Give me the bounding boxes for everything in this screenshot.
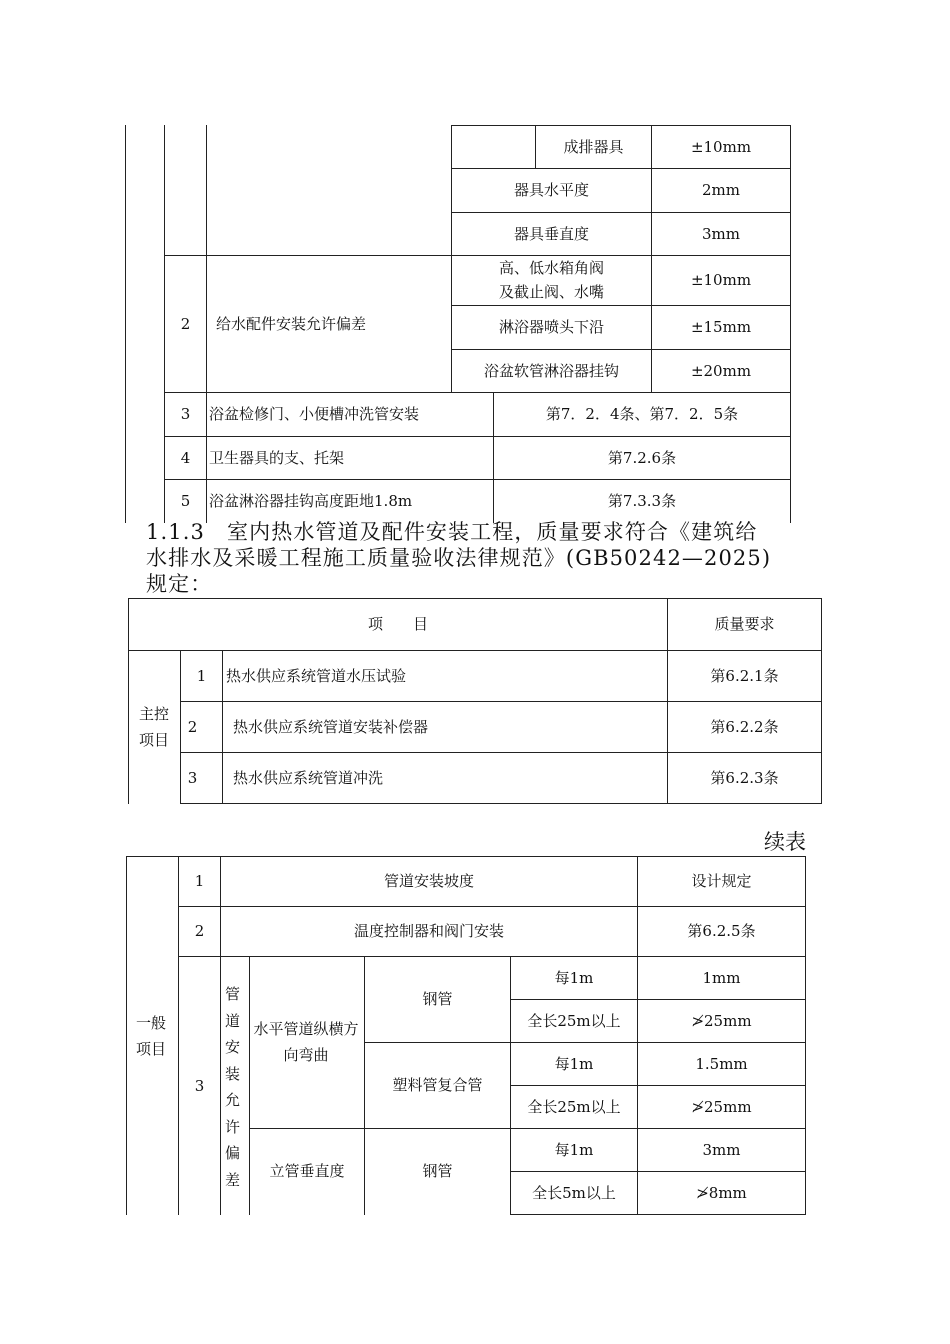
cell-row-number: 4 — [180, 448, 191, 467]
cell-length-total-5m: 全长5m以上 — [532, 1183, 616, 1202]
cell-row-item-label: 浴盆软管淋浴器挂钩 — [483, 361, 619, 380]
cell-tolerance-value: ±15mm — [690, 318, 752, 336]
cell-row-number: 2 — [187, 717, 198, 736]
cell-requirement: 第7.3.3条 — [607, 491, 677, 510]
cell-row-label: 浴盆淋浴器挂钩高度距地1.8m — [209, 491, 413, 510]
cell-vertical-pipe: 立管垂直度 — [269, 1162, 345, 1180]
cell-length-per-1m: 每1m — [554, 1054, 594, 1073]
cell-row-item-label: 器具水平度 — [513, 181, 589, 199]
cell-material-plastic: 塑料管复合管 — [392, 1076, 483, 1094]
cell-group-main-control: 主控项目 — [138, 705, 169, 749]
cell-row-number: 5 — [180, 491, 191, 510]
heading-line-3: 规定： — [146, 572, 213, 596]
cell-row-label: 热水供应系统管道水压试验 — [226, 666, 407, 685]
cell-tolerance-value: ±10mm — [690, 137, 752, 156]
cell-group-general: 一般项目 — [135, 1013, 166, 1058]
cell-group-label: 给水配件安装允许偏差 — [216, 314, 367, 333]
cell-material-steel: 钢管 — [422, 990, 453, 1008]
cell-requirement: 设计规定 — [691, 872, 752, 890]
heading-line-1: 1.1.3 室内热水管道及配件安装工程，质量要求符合《建筑给 — [146, 520, 758, 544]
cell-row-number: 1 — [194, 872, 205, 890]
cell-tolerance-value: ≯25mm — [691, 1097, 752, 1116]
cell-row-label: 卫生器具的支、托架 — [209, 448, 345, 467]
continued-label: 续表 — [764, 830, 806, 854]
section-heading — [146, 519, 816, 597]
cell-requirement: 第7.2.6条 — [607, 448, 677, 467]
cell-line-2: 及截止阀、水嘴 — [498, 283, 604, 301]
cell-line-1: 高、低水箱角阀 — [498, 259, 604, 277]
cell-row-label: 热水供应系统管道冲洗 — [233, 768, 384, 787]
cell-row-number: 3 — [180, 405, 191, 423]
heading-line-2: 水排水及采暖工程施工质量验收法律规范》(GB50242—2025) — [146, 546, 772, 570]
cell-tolerance-value: 1mm — [702, 968, 741, 987]
cell-horizontal-bend: 水平管道纵横方向弯曲 — [253, 1020, 359, 1064]
cell-row-label: 管道安装坡度 — [383, 872, 474, 890]
cell-tolerance-value: 1.5mm — [695, 1054, 748, 1073]
cell-requirement: 第6.2.2条 — [710, 717, 779, 736]
cell-row-label: 浴盆检修门、小便槽冲洗管安装 — [209, 405, 420, 423]
cell-requirement: 第6.2.5条 — [687, 922, 756, 940]
cell-requirement: 第6.2.3条 — [710, 768, 779, 787]
cell-row-item-label — [452, 255, 651, 305]
cell-row-number: 1 — [196, 666, 207, 685]
cell-material-steel: 钢管 — [422, 1162, 453, 1180]
cell-tolerance-value: ≯8mm — [696, 1183, 747, 1202]
cell-requirement: 第7．2．4条、第7．2．5条 — [545, 405, 739, 423]
column-header-requirement: 质量要求 — [714, 615, 775, 633]
cell-row-number: 2 — [180, 314, 191, 333]
cell-tolerance-value: ≯25mm — [691, 1011, 752, 1030]
cell-length-total-25m: 全长25m以上 — [527, 1011, 621, 1030]
cell-length-total-25m: 全长25m以上 — [527, 1097, 621, 1116]
cell-tolerance-value: ±10mm — [690, 271, 752, 289]
cell-row-label: 温度控制器和阀门安装 — [353, 922, 504, 940]
cell-tolerance-value: ±20mm — [690, 361, 752, 380]
cell-requirement: 第6.2.1条 — [710, 666, 779, 685]
cell-tolerance-value: 3mm — [702, 1140, 741, 1159]
cell-length-per-1m: 每1m — [554, 1140, 594, 1159]
column-header-item: 项 目 — [367, 615, 428, 633]
cell-length-per-1m: 每1m — [554, 968, 594, 987]
cell-row-item-label: 器具垂直度 — [513, 224, 589, 243]
cell-row-item-label: 成排器具 — [563, 137, 624, 156]
cell-row-number: 3 — [194, 1076, 205, 1095]
cell-row-number: 2 — [194, 922, 205, 940]
cell-tolerance-value: 3mm — [702, 224, 740, 243]
cell-group-pipe-deviation: 管道安装允许偏差 — [224, 985, 240, 1189]
cell-row-number: 3 — [187, 768, 198, 787]
cell-tolerance-value: 2mm — [702, 181, 740, 199]
cell-row-label: 热水供应系统管道安装补偿器 — [233, 717, 429, 736]
cell-row-item-label: 淋浴器喷头下沿 — [498, 318, 604, 336]
